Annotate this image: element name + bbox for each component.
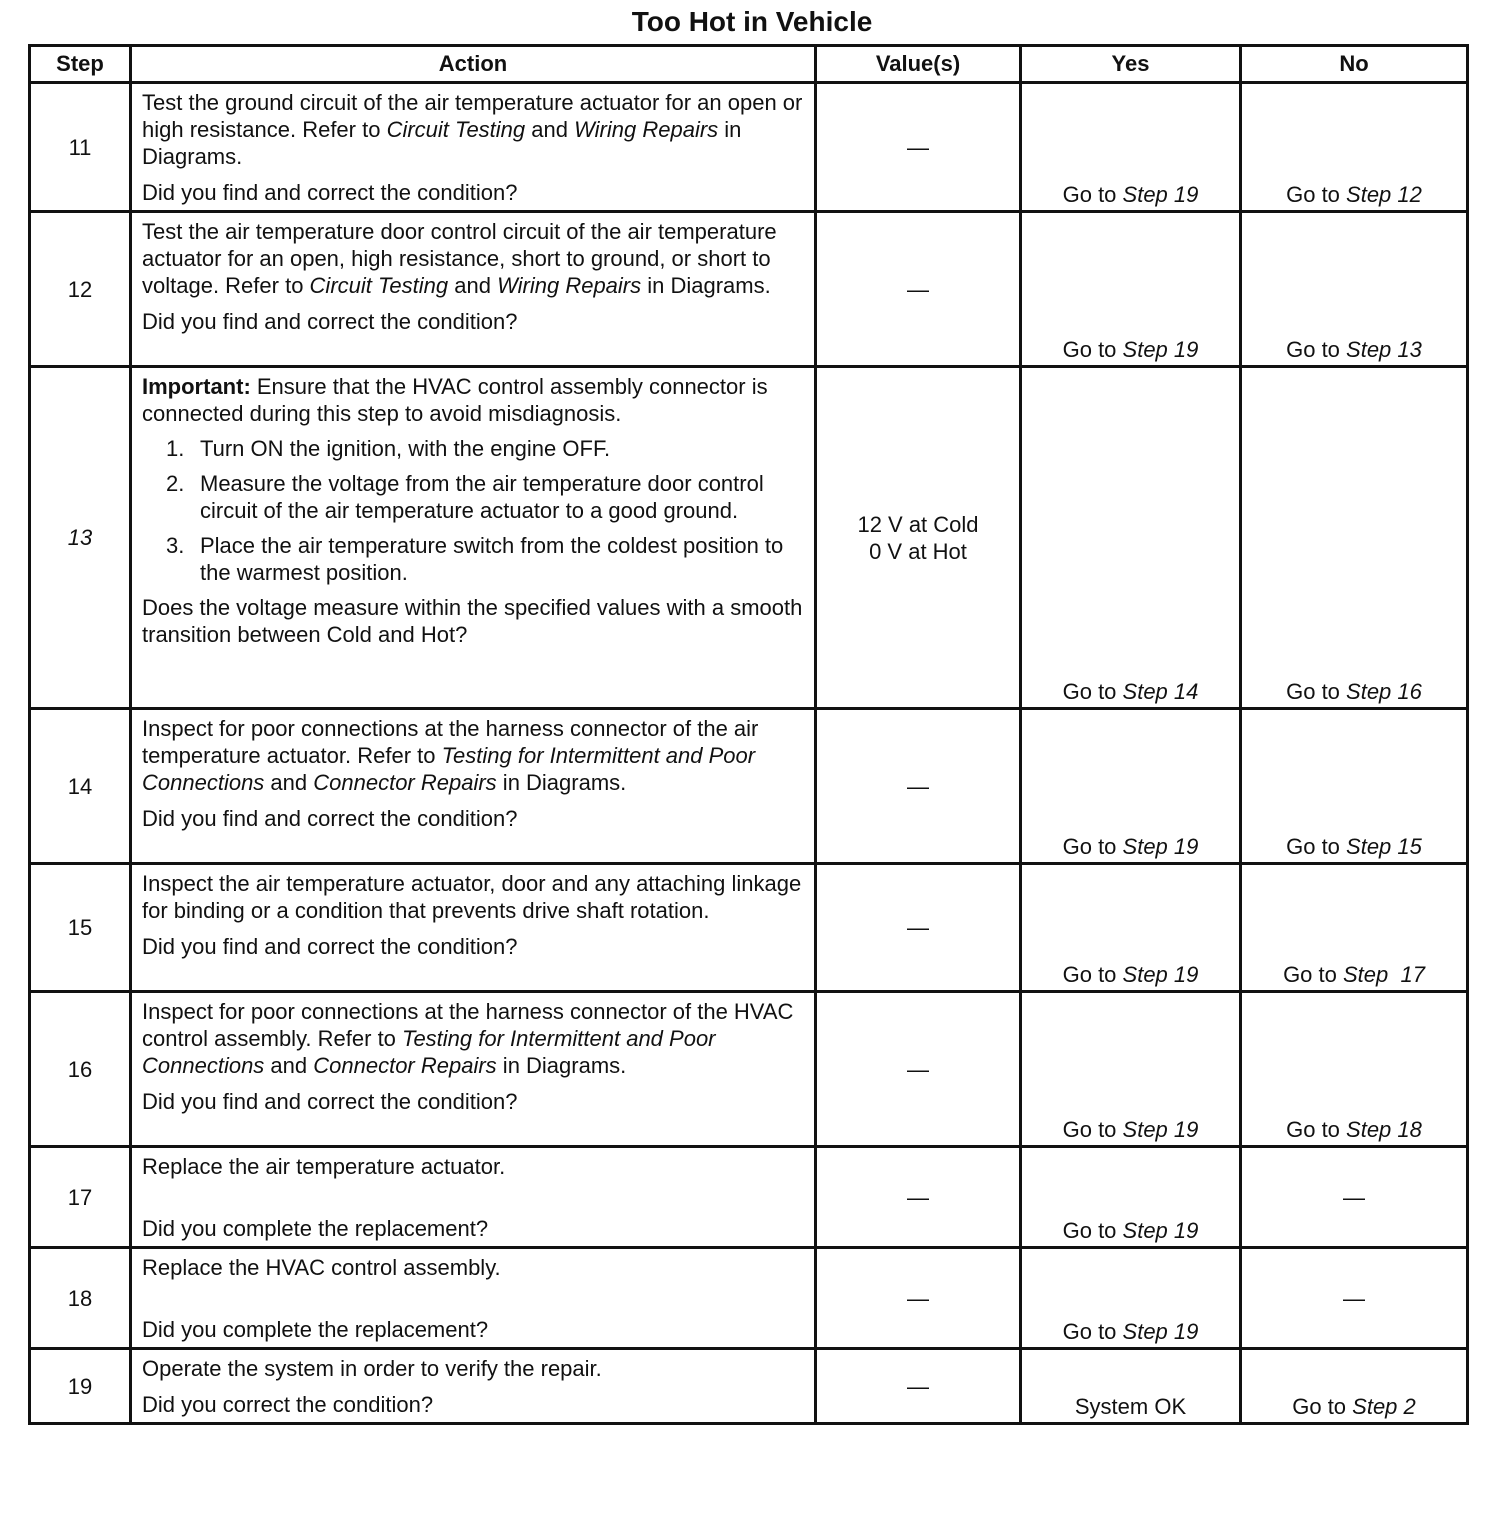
table-row: [30, 83, 1468, 212]
action-text: Replace the air temperature actuator.: [142, 1154, 506, 1179]
action-text: Test the ground circuit of the air temperature actuator for an open or high resistance. Refer to Circuit Testing and Wiring Repairs in Diagrams.: [142, 90, 803, 169]
action-question: Did you complete the replacement?: [142, 1216, 489, 1241]
action-text: Replace the HVAC control assembly.: [142, 1255, 501, 1280]
action-question: Did you find and correct the condition?: [142, 1089, 518, 1114]
table-row: [30, 992, 1468, 1147]
step-number: 18: [30, 1248, 131, 1349]
no-cell: Go to Step 12: [1241, 83, 1468, 212]
list-item: 3. Place the air temperature switch from the coldest position to the warmest position.: [166, 533, 784, 585]
action-cell: [131, 864, 816, 992]
step-number: 13: [30, 367, 131, 709]
important-note: Important: Ensure that the HVAC control assembly connector is connected during this step to avoid misdiagnosis.: [142, 374, 768, 426]
value-cell: [816, 367, 1021, 709]
action-question: Does the voltage measure within the specified values with a smooth transition between Cold and Hot?: [142, 595, 803, 647]
step-number: 15: [30, 864, 131, 992]
substep-list: [142, 435, 804, 586]
action-text: Inspect the air temperature actuator, door and any attaching linkage for binding or a condition that prevents drive shaft rotation.: [142, 871, 802, 923]
action-text: Inspect for poor connections at the harness connector of the HVAC control assembly. Refer to Testing for Intermittent and Poor Connections and Connector Repairs in Diagrams.: [142, 999, 794, 1078]
step-number: 14: [30, 709, 131, 864]
value-hot: 0 V at Hot: [869, 538, 967, 564]
action-cell: [131, 1349, 816, 1424]
header-step: Step: [30, 46, 131, 83]
table-row: [30, 1349, 1468, 1424]
table-row: [30, 709, 1468, 864]
yes-cell: Go to Step 19: [1021, 83, 1241, 212]
header-values: Value(s): [816, 46, 1021, 83]
action-cell: [131, 709, 816, 864]
action-question: Did you find and correct the condition?: [142, 309, 518, 334]
value-cold: 12 V at Cold: [857, 511, 979, 537]
action-cell: [131, 1147, 816, 1248]
reference-wiring-repairs: Wiring Repairs: [574, 117, 719, 142]
no-cell: Go to Step 16: [1241, 367, 1468, 709]
reference-circuit-testing: Circuit Testing: [309, 273, 449, 298]
no-cell: Go to Step 17: [1241, 864, 1468, 992]
action-cell: [131, 367, 816, 709]
step-number: 11: [30, 83, 131, 212]
action-question: Did you find and correct the condition?: [142, 934, 518, 959]
action-text: Inspect for poor connections at the harness connector of the air temperature actuator. Refer to Testing for Intermittent and Poor Connections and Connector Repairs in Diagrams.: [142, 716, 759, 795]
no-cell: —: [1241, 1147, 1468, 1248]
yes-cell: System OK: [1021, 1349, 1241, 1424]
table-row: [30, 212, 1468, 367]
step-number: 12: [30, 212, 131, 367]
reference-connector-repairs: Connector Repairs: [313, 770, 497, 795]
value-cell: —: [816, 1349, 1021, 1424]
step-number: 19: [30, 1349, 131, 1424]
reference-connector-repairs: Connector Repairs: [313, 1053, 497, 1078]
table-header-row: [30, 46, 1468, 83]
step-number: 16: [30, 992, 131, 1147]
value-cell: —: [816, 83, 1021, 212]
action-cell: [131, 212, 816, 367]
reference-testing-intermittent: Testing for Intermittent and Poor Connections: [142, 1026, 716, 1078]
reference-testing-intermittent: Testing for Intermittent and Poor Connections: [142, 743, 756, 795]
yes-cell: Go to Step 19: [1021, 1147, 1241, 1248]
page-title: Too Hot in Vehicle: [631, 6, 873, 37]
action-cell: [131, 992, 816, 1147]
action-question: Did you correct the condition?: [142, 1392, 434, 1417]
header-action: Action: [131, 46, 816, 83]
table-row: [30, 367, 1468, 709]
no-cell: Go to Step 18: [1241, 992, 1468, 1147]
table-row: [30, 1147, 1468, 1248]
action-question: Did you find and correct the condition?: [142, 806, 518, 831]
table-row: [30, 864, 1468, 992]
yes-cell: Go to Step 19: [1021, 1248, 1241, 1349]
value-cell: —: [816, 1147, 1021, 1248]
action-question: Did you complete the replacement?: [142, 1317, 489, 1342]
no-cell: Go to Step 15: [1241, 709, 1468, 864]
no-cell: Go to Step 13: [1241, 212, 1468, 367]
list-item: 2. Measure the voltage from the air temperature door control circuit of the air temperature actuator to a good ground.: [166, 471, 764, 523]
value-cell: —: [816, 1248, 1021, 1349]
table-row: [30, 1248, 1468, 1349]
no-cell: —: [1241, 1248, 1468, 1349]
important-label: Important:: [142, 374, 251, 399]
no-cell: Go to Step 2: [1241, 1349, 1468, 1424]
value-cell: —: [816, 992, 1021, 1147]
reference-wiring-repairs: Wiring Repairs: [497, 273, 642, 298]
diagnostic-table: [28, 44, 1469, 1425]
action-cell: [131, 1248, 816, 1349]
yes-cell: Go to Step 19: [1021, 212, 1241, 367]
step-number: 17: [30, 1147, 131, 1248]
yes-cell: Go to Step 14: [1021, 367, 1241, 709]
action-text: Operate the system in order to verify the repair.: [142, 1356, 602, 1381]
header-no: No: [1241, 46, 1468, 83]
yes-cell: Go to Step 19: [1021, 864, 1241, 992]
yes-cell: Go to Step 19: [1021, 709, 1241, 864]
action-text: Test the air temperature door control circuit of the air temperature actuator for an open, high resistance, short to ground, or short to voltage. Refer to Circuit Testing and Wiring Repairs in Diagrams.: [142, 219, 777, 298]
action-cell: [131, 83, 816, 212]
header-yes: Yes: [1021, 46, 1241, 83]
reference-circuit-testing: Circuit Testing: [386, 117, 526, 142]
list-item: 1. Turn ON the ignition, with the engine OFF.: [166, 436, 611, 461]
value-cell: —: [816, 212, 1021, 367]
value-cell: —: [816, 864, 1021, 992]
value-cell: —: [816, 709, 1021, 864]
action-question: Did you find and correct the condition?: [142, 180, 518, 205]
yes-cell: Go to Step 19: [1021, 992, 1241, 1147]
